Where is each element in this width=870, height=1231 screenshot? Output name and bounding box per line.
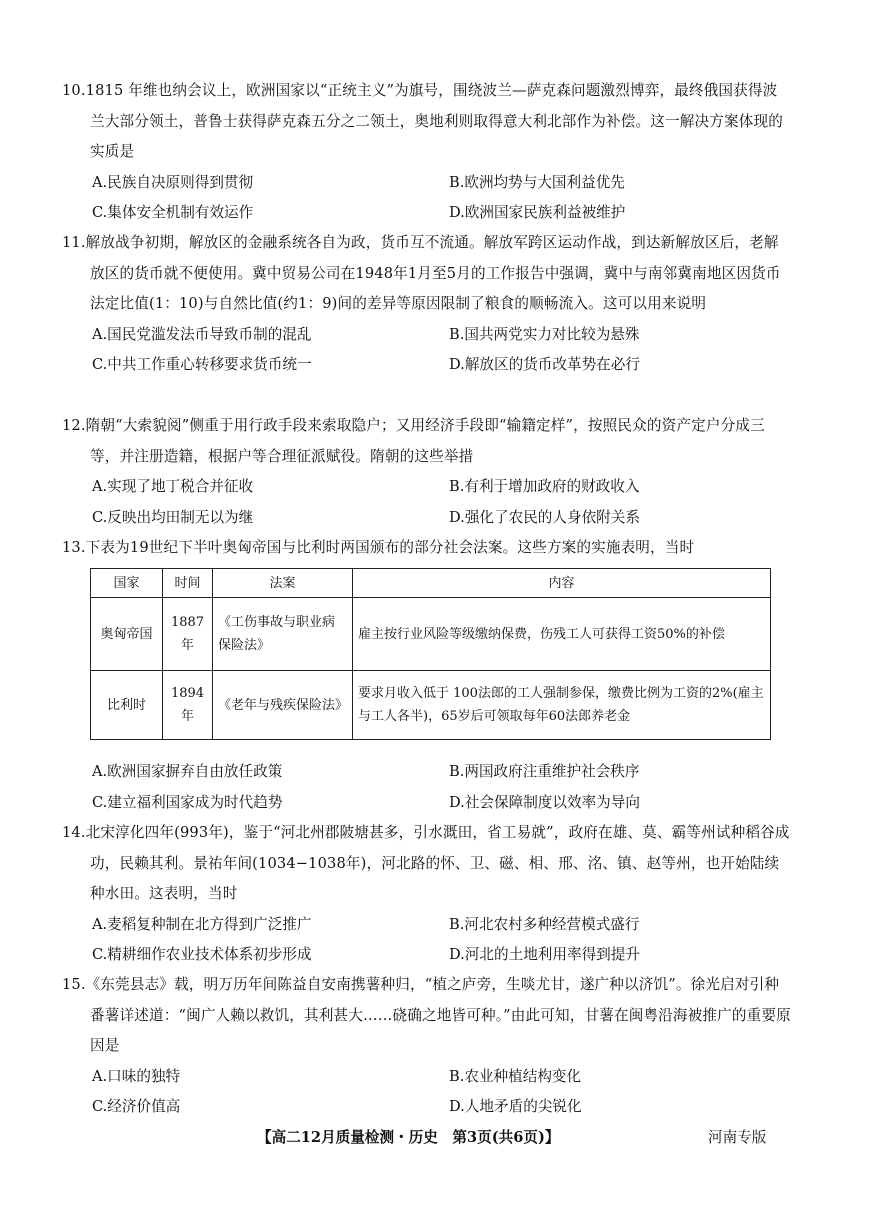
option-d: D.社会保障制度以效率为导向 [449, 793, 640, 811]
option-c: C.精耕细作农业技术体系初步形成 [92, 946, 312, 963]
option-a: A.实现了地丁税合并征收 [92, 478, 254, 495]
question-13 [62, 533, 792, 564]
table-header: 内容 [353, 569, 771, 598]
option-b: B.有利于增加政府的财政收入 [449, 478, 640, 495]
option-d: D.欧洲国家民族利益被维护 [449, 204, 626, 221]
option-c: C.经济价值高 [92, 1098, 181, 1115]
table-cell-content: 雇主按行业风险等级缴纳保费，伤残工人可获得工资50%的补偿 [353, 598, 771, 671]
question-13-options [62, 757, 792, 818]
table-header: 国家 [91, 569, 163, 598]
table-cell-country: 奥匈帝国 [91, 598, 163, 671]
option-b: B.农业种植结构变化 [449, 1067, 582, 1085]
option-c: C.中共工作重心转移要求货币统一 [92, 356, 312, 373]
options [62, 1062, 792, 1123]
option-a: A.麦稻复种制在北方得到广泛推广 [92, 915, 312, 933]
option-c: C.建立福利国家成为时代趋势 [92, 793, 283, 811]
footer-edition: 河南专版 [708, 1129, 767, 1146]
options [62, 168, 792, 229]
table-row [91, 598, 771, 671]
option-d: D.人地矛盾的尖锐化 [449, 1098, 582, 1115]
table-cell-country: 比利时 [91, 671, 163, 740]
question-stem: 13.下表为19世纪下半叶奥匈帝国与比利时两国颁布的部分社会法案。这些方案的实施表明，当时 [62, 539, 695, 556]
option-c: C.反映出均田制无以为继 [92, 508, 254, 526]
question-10 [62, 76, 792, 229]
option-d: D.解放区的货币改革势在必行 [449, 356, 640, 373]
option-b: B.两国政府注重维护社会秩序 [449, 763, 640, 780]
question-15 [62, 970, 792, 1123]
table-cell-year: 1887年 [163, 598, 213, 671]
social-law-table [90, 568, 771, 740]
options [62, 910, 792, 971]
option-a: A.国民党滥发法币导致币制的混乱 [92, 325, 312, 343]
question-11 [62, 228, 792, 381]
options [62, 757, 792, 818]
question-12 [62, 411, 792, 533]
table-header: 法案 [213, 569, 353, 598]
option-b: B.国共两党实力对比较为悬殊 [449, 325, 640, 343]
options [62, 472, 792, 533]
table-row [91, 671, 771, 740]
option-a: A.口味的独特 [92, 1067, 181, 1085]
question-stem: 11.解放战争初期，解放区的金融系统各自为政，货币互不流通。解放军跨区运动作战，到达新解放区后，老解放区的货币就不便使用。冀中贸易公司在1948年1月至5月的工作报告中强调，冀中与南邻冀南地区因货币法定比值(1：10)与自然比值(约1：9)间的差异等原因限制了粮食的顺畅流入。这可以用来说明 [62, 234, 781, 312]
question-stem: 10.1815 年维也纳会议上，欧洲国家以“正统主义”为旗号，围绕波兰—萨克森问题激烈博弈，最终俄国获得波兰大部分领土，普鲁士获得萨克森五分之二领土，奥地利则取得意大利北部作为补偿。这一解决方案体现的实质是 [62, 82, 783, 160]
question-stem: 12.隋朝“大索貌阅”侧重于用行政手段来索取隐户；又用经济手段即“输籍定样”，按照民众的资产定户分成三等，并注册造籍，根据户等合理征派赋役。隋朝的这些举措 [62, 417, 765, 465]
table-header: 时间 [163, 569, 213, 598]
option-d: D.河北的土地利用率得到提升 [449, 946, 640, 963]
options [62, 320, 792, 381]
footer-exam-title: 【高二12月质量检测・历史 第3页(共6页)】 [257, 1129, 560, 1146]
option-c: C.集体安全机制有效运作 [92, 204, 254, 221]
option-a: A.欧洲国家摒弃自由放任政策 [92, 763, 283, 780]
table-cell-year: 1894年 [163, 671, 213, 740]
question-14 [62, 818, 792, 971]
table-cell-content: 要求月收入低于 100法郎的工人强制参保，缴费比例为工资的2%(雇主与工人各半)，65岁后可领取每年60法郎养老金 [353, 671, 771, 740]
table-header-row [91, 569, 771, 598]
option-d: D.强化了农民的人身依附关系 [449, 508, 640, 526]
question-stem: 14.北宋淳化四年(993年)，鉴于“河北州郡陂塘甚多，引水溉田，省工易就”，政府在雄、莫、霸等州试种稻谷成功，民赖其利。景祐年间(1034−1038年)，河北路的怀、卫、磁、相、邢、洺、镇、赵等州，也开始陆续种水田。这表明，当时 [62, 824, 790, 902]
question-stem: 15.《东莞县志》载，明万历年间陈益自安南携薯种归，“植之庐旁，生啖尤甘，遂广种以济饥”。徐光启对引种番薯详述道：“闽广人赖以救饥，其利甚大……硗确之地皆可种。”由此可知，甘薯在闽粤沿海被推广的重要原因是 [62, 976, 791, 1054]
option-b: B.欧洲均势与大国利益优先 [449, 173, 625, 191]
option-a: A.民族自决原则得到贯彻 [92, 173, 254, 191]
option-b: B.河北农村多种经营模式盛行 [449, 915, 640, 933]
table-cell-law: 《老年与残疾保险法》 [213, 671, 353, 740]
table-cell-law: 《工伤事故与职业病保险法》 [213, 598, 353, 671]
